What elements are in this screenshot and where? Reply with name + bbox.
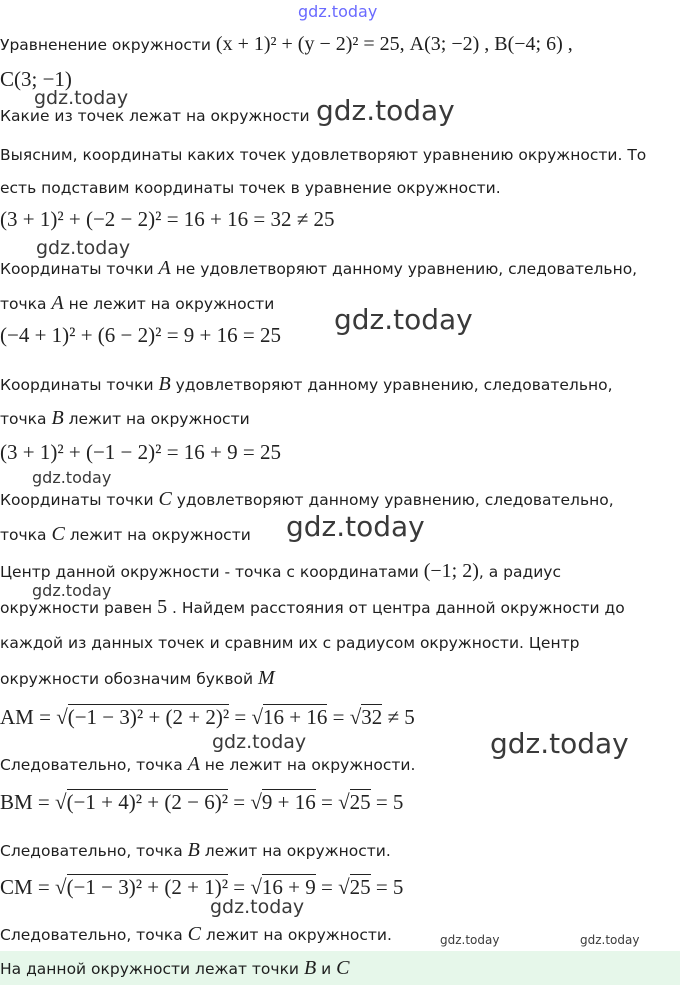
solution-paragraph: есть подставим координаты точек в уравнение окружности. (0, 179, 501, 197)
answer-text (0, 956, 349, 981)
text: лежит на окружности (64, 526, 251, 544)
watermark: gdz.today (440, 933, 500, 947)
watermark: gdz.today (32, 468, 112, 487)
equals: = (228, 790, 251, 814)
equals: = (228, 875, 251, 899)
sqrt-icon: √ (338, 875, 350, 899)
watermark: gdz.today (490, 727, 629, 760)
equals: = (327, 705, 350, 729)
watermark: gdz.today (334, 303, 473, 336)
equation-bm (0, 787, 403, 817)
watermark: gdz.today (298, 2, 378, 21)
text: не лежит на окружности (63, 295, 275, 313)
text: окружности обозначим буквой (0, 670, 258, 688)
problem-statement (0, 32, 573, 57)
sqrt-icon: √ (250, 790, 262, 814)
conclusion-bm (0, 838, 391, 863)
text: лежит на окружности. (200, 926, 392, 944)
text: точка (0, 526, 52, 544)
sqrt-icon: √ (55, 875, 67, 899)
text: лежит на окружности (63, 410, 250, 428)
text: Координаты точки (0, 376, 159, 394)
conclusion-c-line2 (0, 522, 251, 547)
var: C (51, 523, 65, 545)
watermark: gdz.today (32, 581, 112, 600)
center-coords: (−1; 2) (423, 560, 479, 582)
sqrt-icon: √ (250, 875, 262, 899)
var: M (257, 667, 275, 689)
var: C (336, 957, 350, 979)
var: A (158, 257, 171, 279)
text: окружности равен (0, 599, 158, 617)
conclusion-a-line1 (0, 256, 637, 281)
text: удовлетворяют данному уравнению, следовательно, (171, 491, 614, 509)
text: точка (0, 295, 52, 313)
equation-cm (0, 872, 403, 902)
text: не лежит на окружности. (199, 756, 416, 774)
var: B (51, 407, 64, 429)
equation-point-a: (3 + 1)² + (−2 − 2)² = 16 + 16 = 32 ≠ 25 (0, 207, 335, 231)
problem-point-c: C(3; −1) (0, 67, 72, 91)
text: Координаты точки (0, 260, 159, 278)
sqrt-icon: √ (338, 790, 350, 814)
equals: = (315, 790, 339, 814)
var: B (303, 957, 317, 979)
sqrt-icon: √ (56, 705, 68, 729)
lhs: BM = (0, 790, 56, 814)
solution-paragraph: Выясним, координаты каких точек удовлетворяют уравнению окружности. То (0, 146, 647, 164)
var: B (158, 373, 171, 395)
watermark: gdz.today (34, 87, 129, 109)
text: лежит на окружности. (199, 842, 391, 860)
text: На данной окружности лежат точки (0, 960, 304, 978)
comparison: ≠ 5 (382, 705, 415, 729)
sqrt-icon: √ (251, 705, 264, 729)
conclusion-am (0, 752, 415, 777)
radicand: (−1 + 4)² + (2 − 6)² (66, 790, 228, 814)
text: Следовательно, точка (0, 842, 188, 860)
equation-point-c: (3 + 1)² + (−1 − 2)² = 16 + 9 = 25 (0, 440, 281, 464)
var: A (187, 753, 200, 775)
comparison: = 5 (370, 875, 404, 899)
radius-value: 5 (157, 596, 168, 618)
watermark: gdz.today (316, 94, 455, 127)
sqrt-icon: √ (55, 790, 67, 814)
equals: = (229, 705, 252, 729)
var: A (51, 292, 64, 314)
conclusion-c-line1 (0, 487, 614, 512)
text: не удовлетворяют данному уравнению, следовательно, (170, 260, 638, 278)
conclusion-b-line2 (0, 406, 250, 431)
radicand: 25 (349, 875, 371, 899)
radicand: 25 (349, 790, 371, 814)
lhs: CM = (0, 875, 56, 899)
equation-am (0, 702, 415, 732)
equation-point-b: (−4 + 1)² + (6 − 2)² = 9 + 16 = 25 (0, 323, 281, 347)
problem-text: Уравненение окружности (0, 36, 216, 54)
radicand: (−1 − 3)² + (2 + 2)² (67, 705, 230, 729)
center-paragraph (0, 595, 625, 620)
text: удовлетворяют данному уравнению, следовательно, (170, 376, 613, 394)
conclusion-a-line2 (0, 291, 274, 316)
answer-bar (0, 951, 680, 985)
var: C (158, 488, 172, 510)
lhs: AM = (0, 705, 57, 729)
text: точка (0, 410, 52, 428)
text: Следовательно, точка (0, 756, 188, 774)
var: C (187, 923, 201, 945)
watermark: gdz.today (36, 237, 131, 259)
radicand: (−1 − 3)² + (2 + 1)² (66, 875, 228, 899)
var: B (187, 839, 200, 861)
watermark: gdz.today (580, 933, 640, 947)
conclusion-b-line1 (0, 372, 613, 397)
center-paragraph (0, 666, 275, 691)
comparison: = 5 (370, 790, 404, 814)
watermark: gdz.today (212, 731, 307, 753)
radicand: 16 + 9 (261, 875, 316, 899)
equals: = (315, 875, 339, 899)
radicand: 16 + 16 (263, 705, 328, 729)
text: Центр данной окружности - точка с координатами (0, 563, 424, 581)
text: и (316, 960, 337, 978)
sqrt-icon: √ (349, 705, 362, 729)
text: Координаты точки (0, 491, 159, 509)
text: Следовательно, точка (0, 926, 188, 944)
center-paragraph: каждой из данных точек и сравним их с радиусом окружности. Центр (0, 634, 580, 652)
watermark: gdz.today (210, 896, 305, 918)
conclusion-cm (0, 922, 392, 947)
problem-equation: (x + 1)² + (y − 2)² = 25, A(3; −2) , B(−4; 6) , (215, 33, 573, 55)
text: . Найдем расстояния от центра данной окружности до (167, 599, 625, 617)
radicand: 9 + 16 (261, 790, 316, 814)
question-text: Какие из точек лежат на окружности (0, 107, 310, 125)
center-paragraph (0, 559, 561, 584)
text: , а радиус (478, 563, 561, 581)
radicand: 32 (361, 705, 383, 729)
watermark: gdz.today (286, 510, 425, 543)
